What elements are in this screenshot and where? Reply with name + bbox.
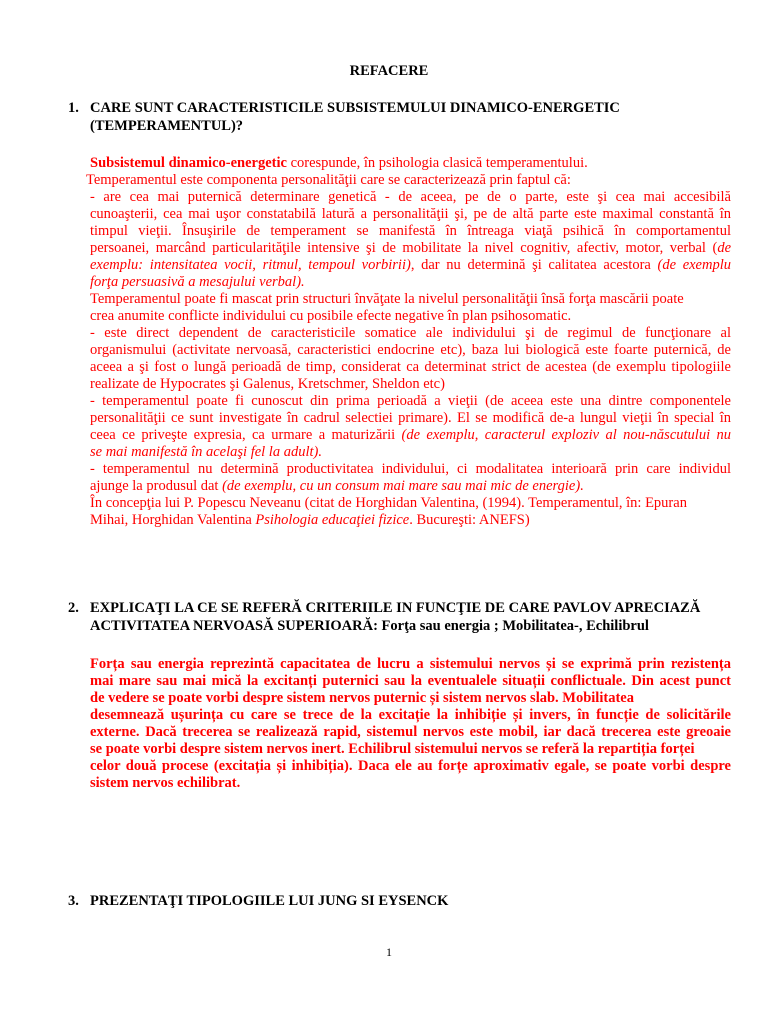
q1-line-21: În concepţia lui P. Popescu Neveanu (citat de Horghidan Valentina, (1994). Temperamentul, în: Epuran [90, 495, 687, 511]
q1-line-15: - temperamentul poate fi cunoscut din prima perioadă a vieţii (de aceea este una dintre componentele [90, 393, 731, 409]
q3-heading: PREZENTAŢI TIPOLOGIILE LUI JUNG SI EYSENCK [90, 893, 449, 909]
q1-subsystem-term: Subsistemul dinamico-energetic [90, 155, 287, 171]
q1-line-4: cunoaşterii, cea mai uşor constatabilă latură a personalităţii şi, pe de altă parte este maximal constantă în [90, 206, 731, 222]
q2-answer-line7: celor două procese (excitația și inhibiția). Daca ele au forțe aproximativ egale, se poate vorbi despre [90, 758, 731, 774]
q1-line-7c: (de exemplu [657, 257, 731, 273]
q1-line-18: se mai manifestă în acelaşi fel la adult). [90, 444, 322, 460]
page-title: REFACERE [349, 63, 429, 79]
q1-line-6 [90, 240, 731, 257]
q2-heading-line1: EXPLICAŢI LA CE SE REFERĂ CRITERIILE IN FUNCŢIE DE CARE PAVLOV APRECIAZĂ [90, 600, 701, 616]
q1-line-7b: , dar nu determină şi calitatea acestora [410, 257, 658, 273]
q1-line-1-rest: corespunde, în psihologia clasică temperamentului. [286, 155, 588, 171]
q2-answer-line3: de vedere se poate vorbi despre sistem nervos puternic și sistem nervos slab. Mobilitatea [90, 690, 634, 706]
q1-line-22c: . Bucureşti: ANEFS) [409, 512, 530, 528]
q1-line-3: - are cea mai puternică determinare genetică - de aceea, pe de o parte, este şi cea mai accesibilă [90, 189, 731, 205]
q1-line-6a: persoanei, marcând particularităţile intensive şi de mobilitate la nivel cognitiv, afectiv, motor, verbal ( [90, 240, 718, 256]
q1-line-14: realizate de Hypocrates şi Galenus, Kretschmer, Sheldon etc) [90, 376, 445, 392]
q1-line-17 [90, 427, 731, 444]
q1-line-20a: ajunge la produsul dat [90, 478, 223, 494]
q1-line-22 [90, 512, 530, 529]
q2-answer-line2: mai mare sau mai mică la excitanți puternici sau la eventualele situații conflictuale. Din acest punct [90, 673, 731, 689]
q1-line-7a: exemplu: intensitatea vocii, ritmul, tempoul vorbirii) [90, 257, 411, 273]
q1-line-11: - este direct dependent de caracteristicile somatice ale individului şi de regimul de funcţionare al [90, 325, 731, 341]
q1-line-22a: Mihai, Horghidan Valentina [90, 512, 256, 528]
q2-answer-line5: externe. Dacă trecerea se realizează rapid, sistemul nervos este mobil, iar dacă trecerea este greoaie [90, 724, 731, 740]
q2-answer-line1: Forța sau energia reprezintă capacitatea de lucru a sistemului nervos și se exprimă prin rezistența [90, 656, 731, 672]
q2-answer-line6: se poate vorbi despre sistem nervos inert. Echilibrul sistemului nervos se referă la repartiția forței [90, 741, 695, 757]
q1-line-6b: de [717, 240, 731, 256]
q1-line-2: Temperamentul este componenta personalităţii care se caracterizează prin faptul că: [86, 172, 571, 188]
q3-number: 3. [68, 893, 79, 909]
q1-line-12: organismului (activitate nervoasă, caracteristici endocrine etc), baza lui biologică este foarte puternică, de [90, 342, 731, 358]
q1-line-8: forţa persuasivă a mesajului verbal). [90, 274, 305, 290]
q1-line-13: aceea a şi fost o lungă perioadă de timp, considerat ca determinat strict de acestea (de exemplu tipologiile [90, 359, 731, 375]
q1-line-9: Temperamentul poate fi mascat prin structuri învăţate la nivelul personalităţii însă forţa mascării poate [90, 291, 684, 307]
q1-line-20 [90, 478, 584, 495]
page-number: 1 [386, 945, 392, 959]
q1-line-20b: (de exemplu, cu un consum mai mare sau mai mic de energie). [222, 478, 584, 494]
q1-line-17a: ceea ce priveşte expresia, ca urmare a maturizării [90, 427, 402, 443]
q1-line-7 [90, 257, 731, 274]
q2-heading-line2: ACTIVITATEA NERVOASĂ SUPERIOARĂ: Forţa sau energia ; Mobilitatea-, Echilibrul [90, 618, 649, 634]
q1-line-5: timpul vieţii. Însuşirile de temperament se manifestă în întreaga viaţă psihică în comportamentul [90, 223, 731, 239]
q1-line-17b: (de exemplu, caracterul exploziv al nou-născutului nu [401, 427, 731, 443]
q1-book-title: Psihologia educaţiei fizice [255, 512, 410, 528]
q1-line-10: crea anumite conflicte individului cu posibile efecte negative în plan psihosomatic. [90, 308, 572, 324]
q2-answer-line4: desemnează ușurința cu care se trece de la excitație la inhibiție și invers, în funcție de solicitările [90, 707, 731, 723]
q1-line-1 [90, 155, 588, 172]
q1-line-19: - temperamentul nu determină productivitatea individului, ci modalitatea interioară prin care individul [90, 461, 731, 477]
q1-number: 1. [68, 100, 79, 116]
q2-answer-line8: sistem nervos echilibrat. [90, 775, 241, 791]
q1-heading-line1: CARE SUNT CARACTERISTICILE SUBSISTEMULUI DINAMICO-ENERGETIC [90, 100, 620, 116]
q2-number: 2. [68, 600, 79, 616]
q1-heading-line2: (TEMPERAMENTUL)? [90, 118, 244, 134]
q1-line-16: personalităţii ce sunt investigate în cadrul selectiei primare). El se modifică de-a lungul vieţii în special în [90, 410, 731, 426]
